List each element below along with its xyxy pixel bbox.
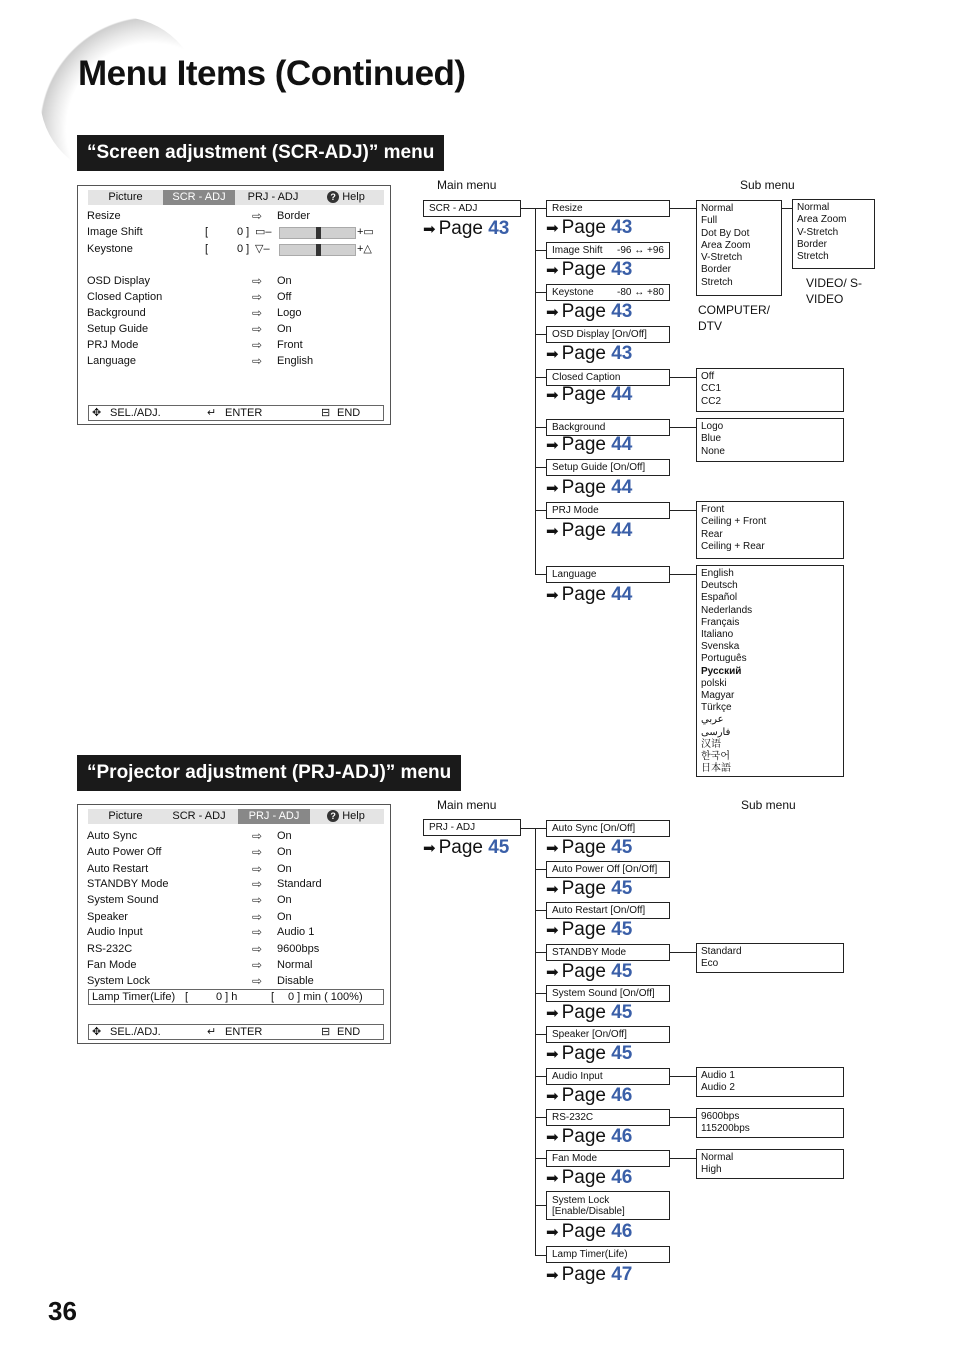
- tab-scr-adj[interactable]: SCR - ADJ: [172, 810, 226, 822]
- item-box: Speaker [On/Off]: [546, 1026, 670, 1043]
- page-ref: ➡ Page 45: [546, 1002, 633, 1023]
- arrow-right-icon: ⇨: [252, 893, 263, 907]
- tab-prj-adj[interactable]: PRJ - ADJ: [247, 191, 299, 203]
- page-ref: ➡ Page 43: [546, 217, 633, 238]
- bracket-open: [: [271, 991, 275, 1003]
- page-ref: ➡ Page 46: [546, 1085, 633, 1106]
- main-menu-label: Main menu: [437, 178, 497, 192]
- page-ref: ➡ Page 45: [546, 837, 633, 858]
- connector: [670, 574, 696, 575]
- connector: [535, 250, 546, 251]
- connector: [670, 377, 696, 378]
- connector: [535, 952, 546, 953]
- connector: [670, 1158, 696, 1159]
- keystone-plus-icon: +△: [357, 243, 372, 255]
- scr-section-title: “Screen adjustment (SCR-ADJ)” menu: [77, 135, 444, 171]
- footer-sel: SEL./ADJ.: [110, 1026, 161, 1038]
- osd-row-label[interactable]: System Sound: [87, 894, 159, 906]
- sub-menu-label: Sub menu: [740, 178, 795, 192]
- submenu-rs232c: 9600bps 115200bps: [696, 1108, 844, 1138]
- item-box: Auto Restart [On/Off]: [546, 902, 670, 919]
- item-box: Resize: [546, 200, 670, 217]
- submenu-language: English Deutsch Español Nederlands Français Italiano Svenska Português Русский polski Magyar Türkçe عربي فارسی 汉语 한국어 日本語: [696, 565, 844, 777]
- connector: [670, 1076, 696, 1077]
- osd-row-value: Normal: [277, 959, 313, 971]
- footer-end: END: [337, 407, 361, 419]
- prj-osd-menu: [77, 804, 391, 1044]
- page-ref: ➡ Page 45: [546, 961, 633, 982]
- arrow-right-icon: ⇨: [252, 290, 263, 304]
- page-ref: ➡ Page 43: [423, 218, 510, 239]
- osd-row-value: English: [277, 355, 314, 367]
- keystone-slider[interactable]: [279, 244, 356, 256]
- arrow-right-icon: ⇨: [252, 958, 263, 972]
- computer-dtv-label: COMPUTER/ DTV: [698, 303, 770, 333]
- submenu-standby-mode: Standard Eco: [696, 943, 844, 973]
- osd-row-value: Logo: [277, 307, 302, 319]
- osd-row-label[interactable]: Speaker: [87, 911, 128, 923]
- arrow-right-icon: ⇨: [252, 354, 263, 368]
- arrow-right-icon: ⇨: [252, 209, 263, 223]
- prj-section-title: “Projector adjustment (PRJ-ADJ)” menu: [77, 755, 461, 791]
- arrow-icon: ➡: [423, 221, 436, 238]
- arrow-right-icon: ⇨: [252, 274, 263, 288]
- osd-row-value: On: [277, 830, 292, 842]
- connector: [535, 510, 546, 511]
- connector: [535, 427, 546, 428]
- lamp-hours: 0 ] h: [216, 991, 238, 1003]
- osd-row-value: Audio 1: [277, 926, 315, 938]
- connector: [535, 467, 546, 468]
- arrow-right-icon: ⇨: [252, 338, 263, 352]
- lamp-timer-label: Lamp Timer(Life): [92, 991, 176, 1003]
- select-adjust-icon: ✥: [92, 1026, 102, 1038]
- page-ref: ➡ Page 46: [546, 1167, 633, 1188]
- page-ref: ➡ Page 47: [546, 1264, 633, 1285]
- osd-row-label[interactable]: Keystone: [87, 243, 133, 255]
- image-shift-plus-icon: +▭: [357, 226, 374, 238]
- scr-osd-menu: [77, 185, 391, 425]
- tab-help[interactable]: ? Help: [314, 809, 378, 824]
- osd-row-label[interactable]: Setup Guide: [87, 323, 149, 335]
- submenu-background: Logo Blue None: [696, 418, 844, 462]
- item-box: Auto Power Off [On/Off]: [546, 861, 670, 878]
- arrow-right-icon: ⇨: [252, 925, 263, 939]
- osd-row-label[interactable]: Auto Restart: [87, 863, 149, 875]
- footer-enter: ENTER: [225, 407, 263, 419]
- page-ref: ➡ Page 45: [546, 1043, 633, 1064]
- bracket-open: [: [205, 226, 209, 238]
- arrow-right-icon: ⇨: [252, 910, 263, 924]
- item-box: Fan Mode: [546, 1150, 670, 1167]
- osd-row-label[interactable]: STANDBY Mode: [87, 878, 169, 890]
- osd-row-value: On: [277, 323, 292, 335]
- image-shift-slider[interactable]: [279, 227, 356, 239]
- osd-footer: [88, 405, 384, 421]
- osd-row-value: On: [277, 863, 292, 875]
- sub-menu-label: Sub menu: [741, 798, 796, 812]
- item-box: System Lock [Enable/Disable]: [546, 1191, 670, 1220]
- osd-row-label[interactable]: PRJ Mode: [87, 339, 139, 351]
- prj-osd-tabs: [88, 809, 384, 824]
- submenu-prj-mode: Front Ceiling + Front Rear Ceiling + Rear: [696, 501, 844, 559]
- tab-help[interactable]: ? Help: [314, 190, 378, 205]
- osd-row-label[interactable]: Auto Sync: [87, 830, 138, 842]
- arrow-right-icon: ⇨: [252, 942, 263, 956]
- connector: [535, 1205, 546, 1206]
- submenu-resize-video: Normal Area Zoom V-Stretch Border Stretch: [792, 199, 875, 269]
- item-box: Auto Sync [On/Off]: [546, 820, 670, 837]
- connector: [535, 208, 546, 209]
- connector: [535, 334, 546, 335]
- page-ref: ➡ Page 46: [546, 1221, 633, 1242]
- help-icon: ?: [327, 191, 339, 203]
- page-ref: ➡ Page 43: [546, 301, 633, 322]
- osd-row-value: Border: [277, 210, 311, 222]
- arrow-right-icon: ⇨: [252, 877, 263, 891]
- page-ref: ➡ Page 43: [546, 259, 633, 280]
- tab-scr-adj[interactable]: SCR - ADJ: [163, 190, 235, 205]
- osd-row-label[interactable]: Image Shift: [87, 226, 143, 238]
- item-box: Language: [546, 566, 670, 583]
- item-box: Audio Input: [546, 1068, 670, 1085]
- item-box: RS-232C: [546, 1109, 670, 1126]
- osd-row-value: On: [277, 894, 292, 906]
- connector: [782, 208, 792, 209]
- item-box: OSD Display [On/Off]: [546, 326, 670, 343]
- bracket-open: [: [185, 991, 189, 1003]
- tab-picture[interactable]: Picture: [108, 191, 143, 203]
- image-shift-icon: ▭–: [255, 226, 272, 238]
- osd-row-value: On: [277, 275, 292, 287]
- osd-row-label[interactable]: Fan Mode: [87, 959, 137, 971]
- osd-row-label[interactable]: RS-232C: [87, 943, 133, 955]
- keystone-icon: ▽–: [255, 243, 270, 255]
- page-ref: ➡ Page 44: [546, 477, 633, 498]
- connector: [535, 869, 546, 870]
- main-menu-label: Main menu: [437, 798, 497, 812]
- page-title: Menu Items (Continued): [78, 54, 466, 93]
- osd-row-label[interactable]: Resize: [87, 210, 121, 222]
- item-box: Lamp Timer(Life): [546, 1246, 670, 1263]
- footer-enter: ENTER: [225, 1026, 263, 1038]
- connector: [670, 208, 696, 209]
- page-ref: ➡ Page 44: [546, 384, 633, 405]
- item-box: System Sound [On/Off]: [546, 985, 670, 1002]
- page-ref: ➡ Page 44: [546, 434, 633, 455]
- arrow-right-icon: ⇨: [252, 845, 263, 859]
- tab-picture[interactable]: Picture: [108, 810, 143, 822]
- osd-row-label[interactable]: System Lock: [87, 975, 150, 987]
- osd-row-label[interactable]: Closed Caption: [87, 291, 163, 303]
- connector: [670, 952, 696, 953]
- osd-row-label[interactable]: Audio Input: [87, 926, 143, 938]
- connector: [535, 828, 546, 829]
- enter-icon: ↵: [207, 1026, 217, 1038]
- connector: [535, 1158, 546, 1159]
- connector: [535, 292, 546, 293]
- connector: [535, 828, 536, 1255]
- connector: [535, 1117, 546, 1118]
- item-box: Background: [546, 419, 670, 436]
- submenu-fan-mode: Normal High: [696, 1149, 844, 1179]
- connector: [535, 377, 546, 378]
- page-ref: ➡ Page 44: [546, 520, 633, 541]
- page-ref: ➡ Page 45: [423, 837, 510, 858]
- osd-row-value: Disable: [277, 975, 314, 987]
- bracket-open: [: [205, 243, 209, 255]
- osd-footer: [88, 1024, 384, 1040]
- end-icon: ⊟: [321, 1026, 331, 1038]
- connector: [535, 1034, 546, 1035]
- connector: [521, 828, 535, 829]
- osd-row-label[interactable]: OSD Display: [87, 275, 150, 287]
- scr-osd-tabs: [88, 190, 384, 205]
- arrow-right-icon: ⇨: [252, 322, 263, 336]
- item-box: PRJ Mode: [546, 502, 670, 519]
- lamp-minutes: 0 ] min ( 100%): [288, 991, 363, 1003]
- osd-row-label[interactable]: Background: [87, 307, 146, 319]
- submenu-resize-computer: Normal Full Dot By Dot Area Zoom V-Stretch Border Stretch: [696, 200, 782, 296]
- connector: [535, 910, 546, 911]
- connector: [535, 208, 536, 574]
- submenu-closed-caption: Off CC1 CC2: [696, 368, 844, 412]
- item-box: Image Shift -96 ↔ +96: [546, 242, 670, 259]
- page-number: 36: [48, 1296, 77, 1326]
- select-adjust-icon: ✥: [92, 407, 102, 419]
- connector: [535, 1076, 546, 1077]
- connector: [670, 510, 696, 511]
- prj-root-box: PRJ - ADJ: [423, 819, 521, 836]
- osd-row-value: 0 ]: [237, 243, 250, 255]
- osd-row-value: On: [277, 911, 292, 923]
- osd-row-value: Front: [277, 339, 303, 351]
- arrow-right-icon: ⇨: [252, 829, 263, 843]
- page-ref: ➡ Page 44: [546, 584, 633, 605]
- osd-row-value: 0 ]: [237, 226, 250, 238]
- scr-root-box: SCR - ADJ: [423, 200, 521, 217]
- arrow-right-icon: ⇨: [252, 306, 263, 320]
- page-ref: ➡ Page 45: [546, 878, 633, 899]
- connector: [535, 574, 546, 575]
- osd-row-label[interactable]: Language: [87, 355, 136, 367]
- arrow-right-icon: ⇨: [252, 862, 263, 876]
- item-box: STANDBY Mode: [546, 944, 670, 961]
- page-ref: ➡ Page 46: [546, 1126, 633, 1147]
- video-svideo-label: VIDEO/ S-VIDEO: [806, 276, 863, 306]
- osd-row-value: 9600bps: [277, 943, 320, 955]
- footer-end: END: [337, 1026, 361, 1038]
- arrow-right-icon: ⇨: [252, 974, 263, 988]
- lamp-timer-row: [88, 989, 384, 1005]
- osd-row-label[interactable]: Auto Power Off: [87, 846, 162, 858]
- connector: [670, 427, 696, 428]
- connector: [535, 1255, 546, 1256]
- end-icon: ⊟: [321, 407, 331, 419]
- enter-icon: ↵: [207, 407, 217, 419]
- item-box: Closed Caption: [546, 369, 670, 386]
- submenu-audio-input: Audio 1 Audio 2: [696, 1067, 844, 1097]
- item-box: Keystone -80 ↔ +80: [546, 284, 670, 301]
- tab-prj-adj[interactable]: PRJ - ADJ: [238, 809, 310, 824]
- help-icon: ?: [327, 810, 339, 822]
- connector: [521, 208, 535, 209]
- page-ref: ➡ Page 43: [546, 343, 633, 364]
- osd-row-value: Off: [277, 291, 292, 303]
- item-box: Setup Guide [On/Off]: [546, 459, 670, 476]
- osd-row-value: Standard: [277, 878, 322, 890]
- connector: [670, 1117, 696, 1118]
- osd-row-value: On: [277, 846, 292, 858]
- connector: [535, 993, 546, 994]
- footer-sel: SEL./ADJ.: [110, 407, 161, 419]
- page-ref: ➡ Page 45: [546, 919, 633, 940]
